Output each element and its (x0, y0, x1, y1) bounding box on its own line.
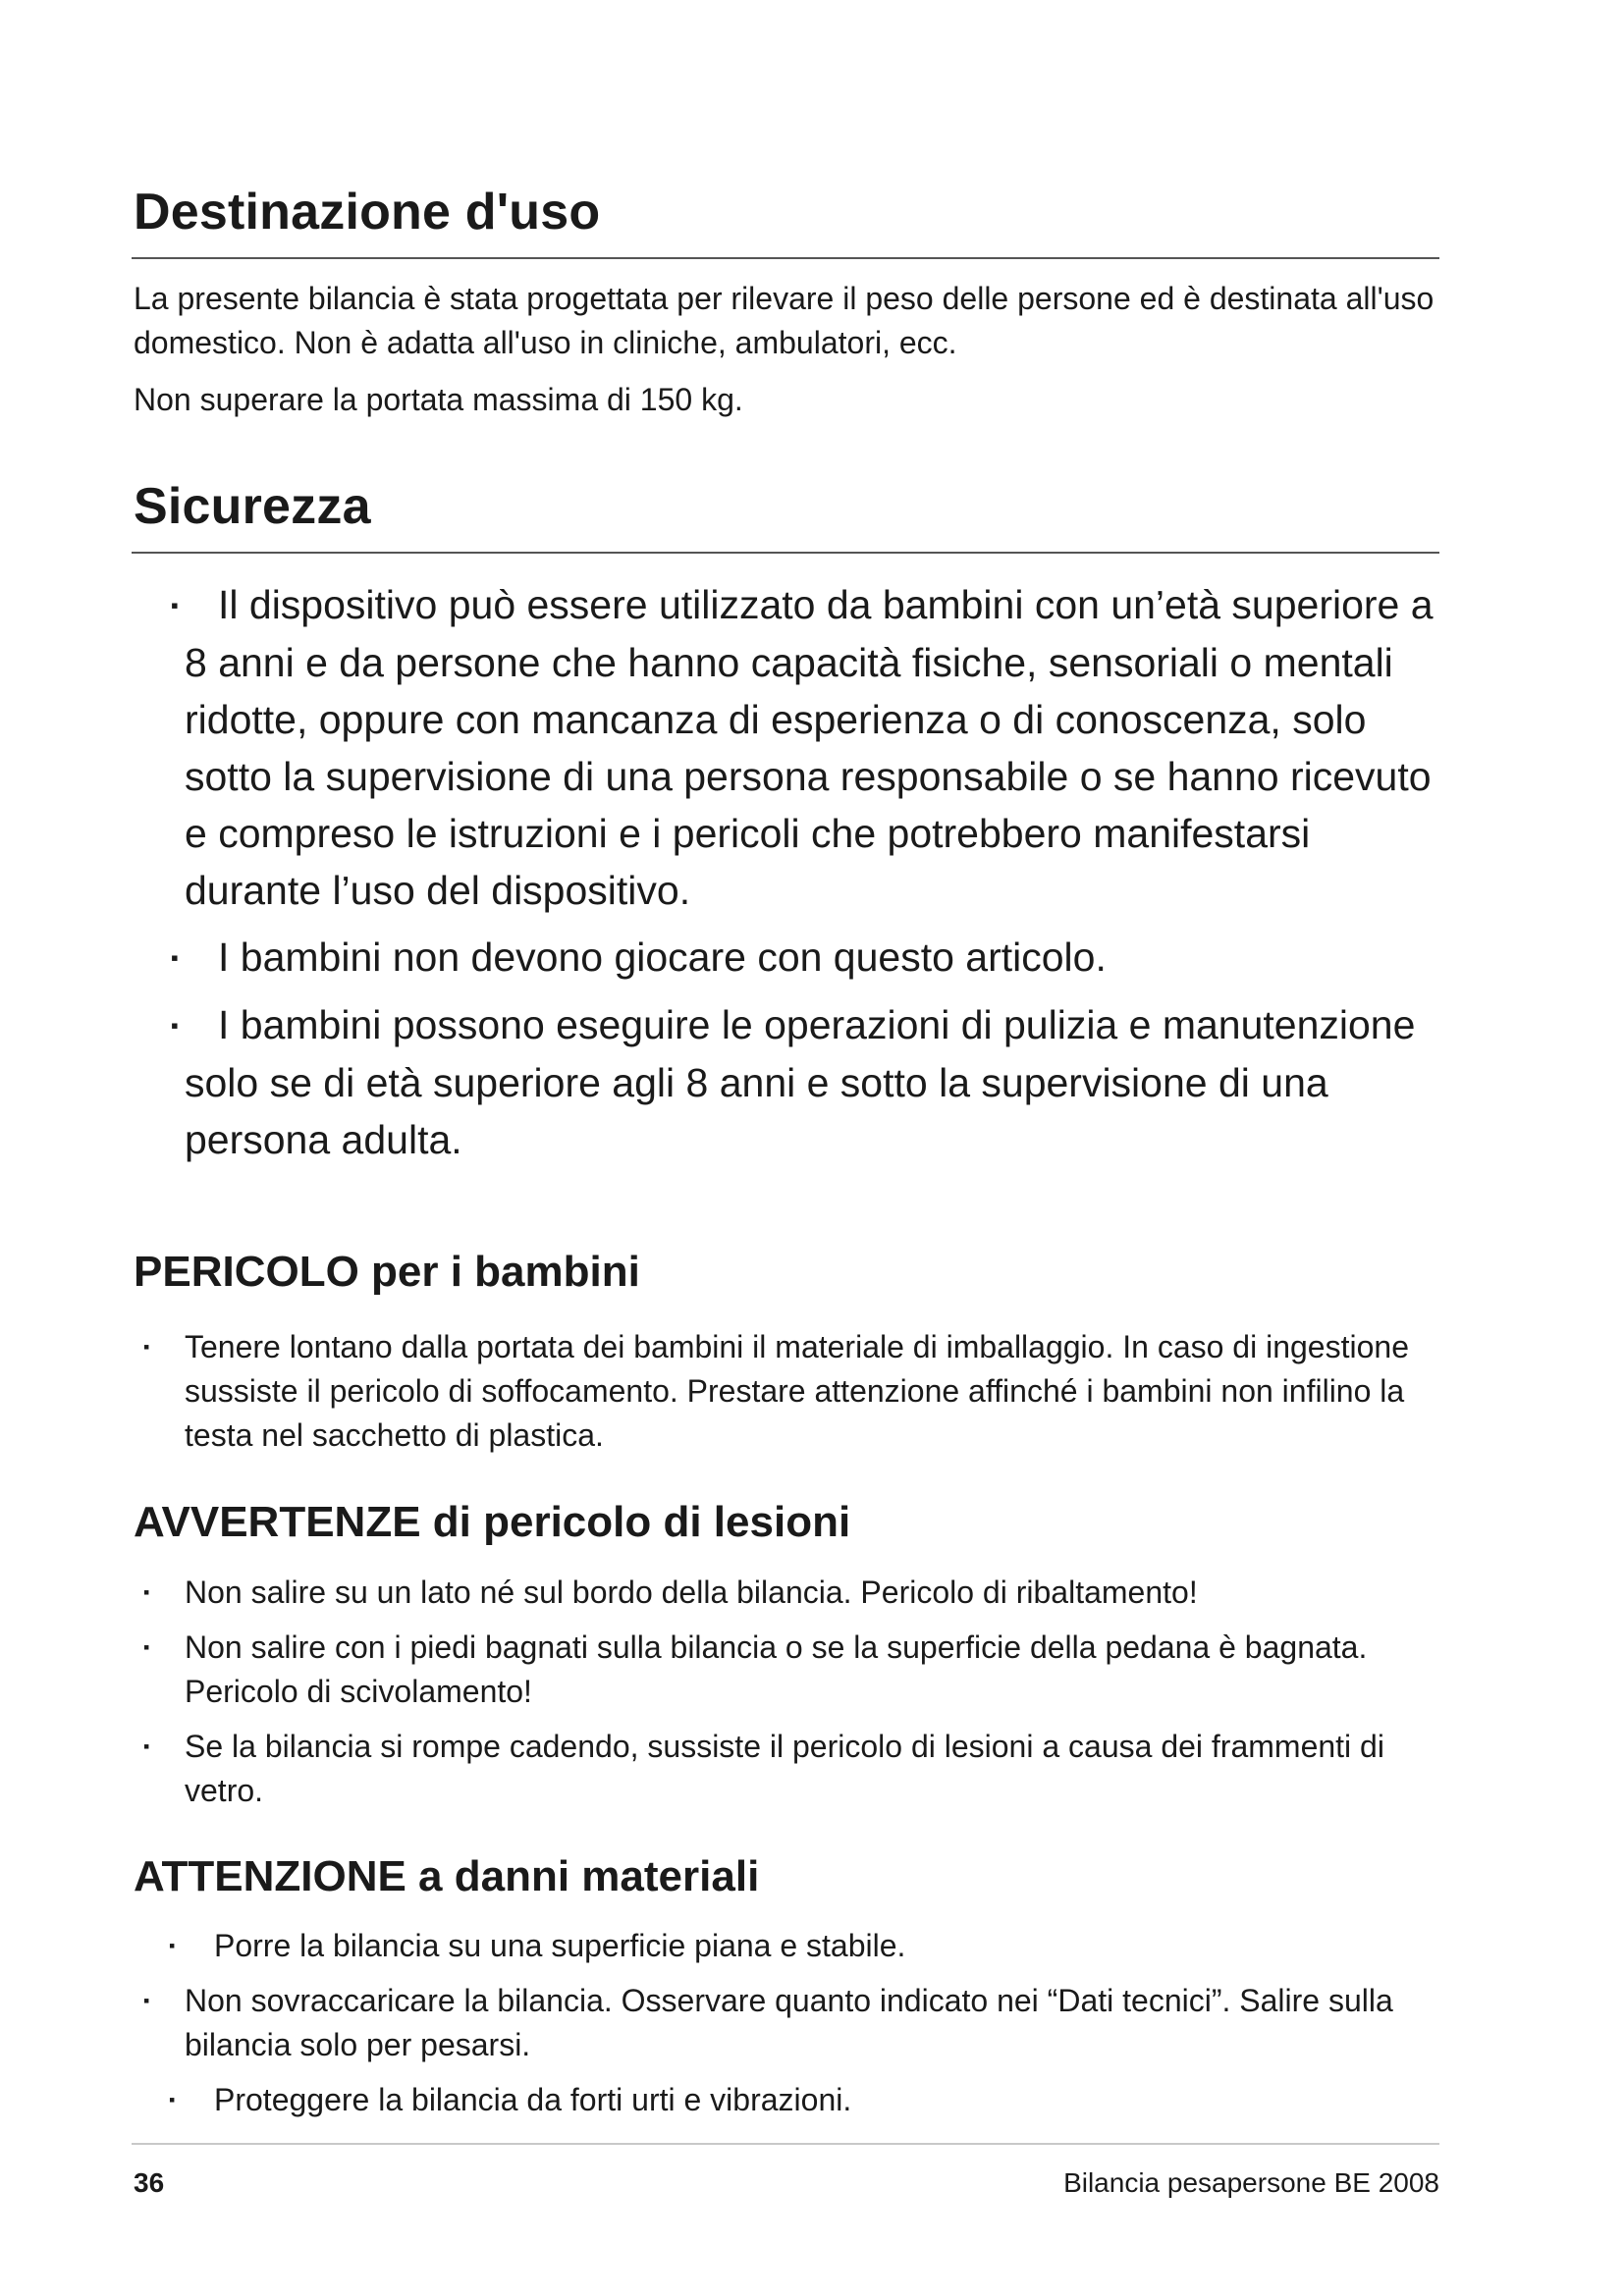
list-item (134, 1924, 1445, 1968)
warning-injury-item-3: Se la bilancia si rompe cadendo, sussiste il pericolo di lesioni a causa dei frammenti di vetro. (185, 1729, 1384, 1808)
warning-injury-item-2: Non salire con i piedi bagnati sulla bilancia o se la superficie della pedana è bagnata. Pericolo di scivolamento! (185, 1629, 1368, 1709)
list-item (171, 576, 1451, 919)
bullet-icon: ▪ (171, 1013, 179, 1038)
caution-damage-item-1: Porre la bilancia su una superficie piana e stabile. (214, 1928, 906, 1963)
intended-use-heading: Destinazione d'uso (134, 184, 601, 240)
warning-injury-item-1: Non salire su un lato né sul bordo della bilancia. Pericolo di ribaltamento! (185, 1575, 1198, 1610)
intended-use-paragraph: La presente bilancia è stata progettata per rilevare il peso delle persone ed è destinata all'uso domestico. Non è adatta all'uso in cliniche, ambulatori, ecc. (134, 281, 1435, 360)
bullet-icon: ▪ (169, 1936, 176, 1955)
caution-damage-item-3: Proteggere la bilancia da forti urti e vibrazioni. (214, 2082, 852, 2117)
list-item (134, 2078, 1445, 2122)
list-item (134, 1571, 1445, 1615)
bullet-icon: ▪ (143, 1337, 150, 1357)
list-item (134, 1979, 1445, 2067)
caution-damage-list (134, 1924, 1445, 2133)
bullet-icon: ▪ (171, 945, 179, 970)
safety-item-2: I bambini non devono giocare con questo articolo. (218, 934, 1107, 980)
danger-children-item-1: Tenere lontano dalla portata dei bambini il materiale di imballaggio. In caso di ingestione sussiste il pericolo di soffocamento. Prestare attenzione affinché i bambini non infilino la testa nel sacchetto di plastica. (185, 1329, 1409, 1453)
footer-rule (132, 2143, 1439, 2145)
list-item (134, 1626, 1445, 1714)
safety-item-3: I bambini possono eseguire le operazioni di pulizia e manutenzione solo se di età superiore agli 8 anni e sotto la supervisione di una persona adulta. (185, 1002, 1416, 1162)
caution-damage-heading: ATTENZIONE a danni materiali (134, 1852, 760, 1900)
heading-rule (132, 257, 1439, 259)
bullet-icon: ▪ (143, 1582, 150, 1602)
caution-damage-item-2: Non sovraccaricare la bilancia. Osservare quanto indicato nei “Dati tecnici”. Salire sulla bilancia solo per pesarsi. (185, 1983, 1393, 2062)
danger-children-heading: PERICOLO per i bambini (134, 1248, 640, 1296)
bullet-icon: ▪ (143, 1991, 150, 2010)
list-item (171, 929, 1451, 987)
list-item (171, 996, 1451, 1168)
bullet-icon: ▪ (171, 593, 179, 617)
bullet-icon: ▪ (143, 1637, 150, 1657)
list-item (134, 1725, 1445, 1813)
bullet-icon: ▪ (169, 2090, 176, 2109)
heading-rule (132, 552, 1439, 554)
bullet-icon: ▪ (143, 1736, 150, 1756)
warning-injury-heading: AVVERTENZE di pericolo di lesioni (134, 1498, 851, 1546)
danger-children-list (134, 1325, 1445, 1468)
safety-item-1: Il dispositivo può essere utilizzato da bambini con un’età superiore a 8 anni e da persone che hanno capacità fisiche, sensoriali o mentali ridotte, oppure con mancanza di esperienza o di conoscenza, solo sotto la supervisione di una persona responsabile o se hanno ricevuto e compreso le istruzioni e i pericoli che potrebbero manifestarsi durante l’uso del dispositivo. (185, 582, 1434, 913)
page-number: 36 (134, 2167, 165, 2198)
warning-injury-list (134, 1571, 1445, 1824)
list-item (134, 1325, 1445, 1458)
footer-product-title: Bilancia pesapersone BE 2008 (1063, 2167, 1439, 2198)
safety-heading: Sicurezza (134, 478, 371, 535)
safety-list (171, 576, 1451, 1178)
max-capacity-paragraph: Non superare la portata massima di 150 kg. (134, 382, 743, 417)
